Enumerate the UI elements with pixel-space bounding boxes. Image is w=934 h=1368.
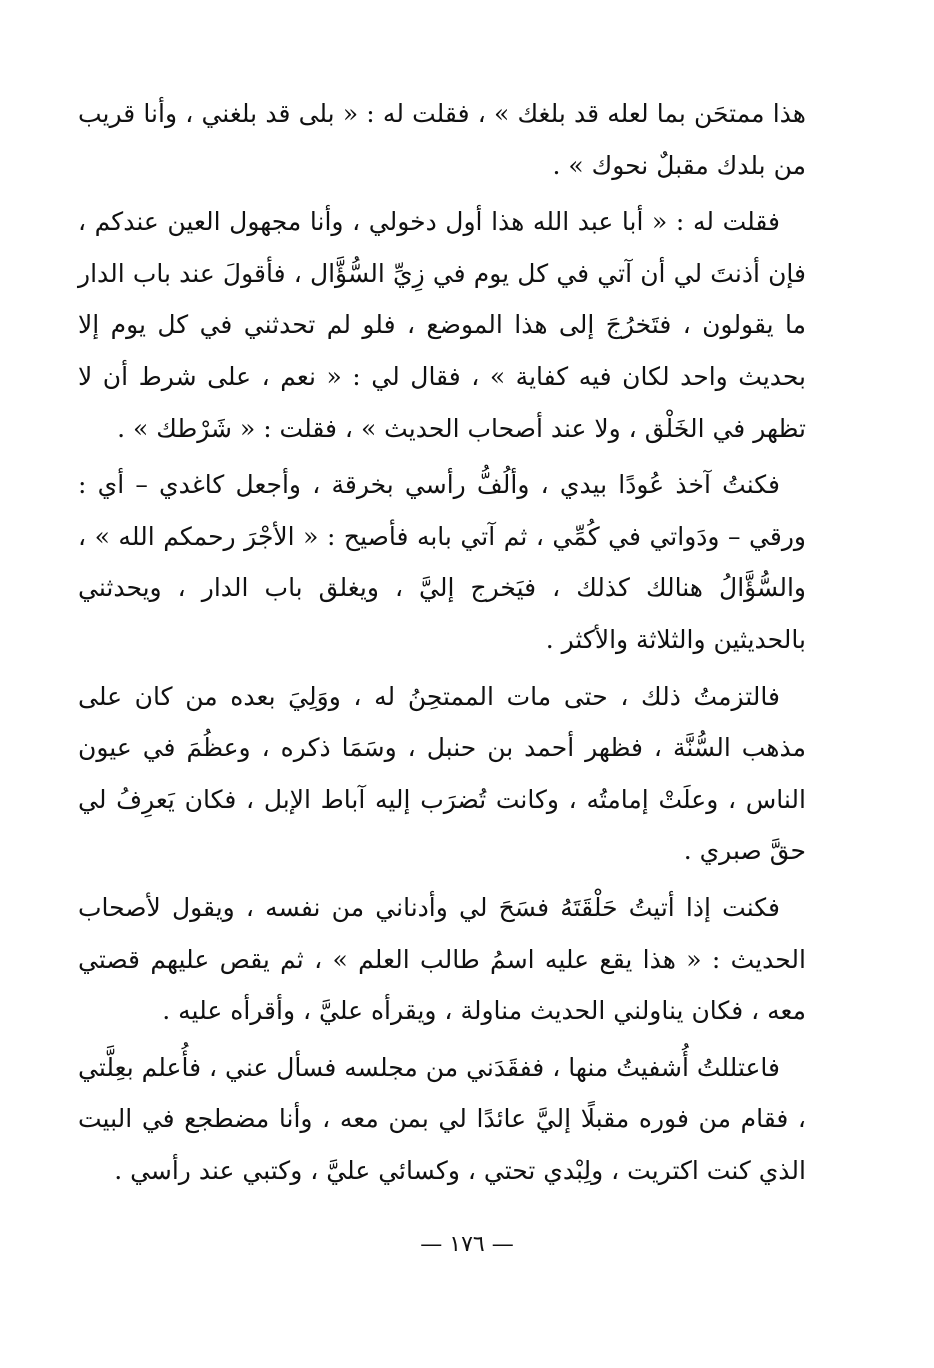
paragraph-3 bbox=[78, 459, 806, 665]
page-number: — ١٧٦ — bbox=[420, 1232, 514, 1257]
paragraph-6 bbox=[78, 1042, 806, 1197]
paragraph-2-text: فقلت له : « أبا عبد الله هذا أول دخولي ، وأنا مجهول العين عندكم ، فإن أذنتَ لي أن آتي في كل يوم في زِيِّ السُّؤَّال ، فأقولَ عند باب الدار ما يقولون ، فتَخرُجَ إلى هذا الموضع ، فلو لم تحدثني في كل يوم إلا بحديث واحد لكان فيه كفاية » ، فقال لي : « نعم ، على شرط أن لا تظهر في الخَلْق ، ولا عند أصحاب الحديث » ، فقلت : « شَرْطك » . bbox=[78, 207, 806, 443]
paragraph-6-text: فاعتللتُ أُشفيتُ منها ، ففقَدَني من مجلسه فسأل عني ، فأُعلم بعِلَّتي ، فقام من فوره مقبلًا إليَّ عائدًا لي بمن معه ، وأنا مضطجع في البيت الذي كنت اكتريت ، ولِبْدي تحتي ، وكسائي عليَّ ، وكتبي عند رأسي . bbox=[78, 1052, 806, 1185]
paragraph-5 bbox=[78, 882, 806, 1037]
paragraph-1: هذا ممتحَن بما لعله قد بلغك » ، فقلت له : « بلى قد بلغني ، وأنا قريب من بلدك مقبلٌ نحوك » . bbox=[78, 99, 806, 180]
paragraph-4-text: فالتزمتُ ذلك ، حتى مات الممتحِنُ له ، ووَلِيَ بعده من كان على مذهب السُّنَّة ، فظهر أحمد بن حنبل ، وسَمَا ذكره ، وعظُمَ في عيون الناس ، وعلَتْ إمامتُه ، وكانت تُضرَب إليه آباط الإبل ، فكان يَعرِفُ لي حقَّ صبري . bbox=[78, 681, 806, 866]
paragraph-3-text: فكنتُ آخذ عُودًا بيدي ، وألُفُّ رأسي بخرقة ، وأجعل كاغدي – أي : ورقي – ودَواتي في كُمِّي ، ثم آتي بابه فأصيح : « الأجْرَ رحمكم الله » ، والسُّؤَّالُ هنالك كذلك ، فيَخرج إليَّ ، ويغلق باب الدار ، ويحدثني بالحديثين والثلاثة والأكثر . bbox=[78, 470, 806, 654]
page-text-body bbox=[78, 88, 806, 1201]
paragraph-2 bbox=[78, 196, 806, 454]
paragraph-5-text: فكنت إذا أتيتُ حَلْقَتَهُ فسَحَ لي وأدناني من نفسه ، ويقول لأصحاب الحديث : « هذا يقع عليه اسمُ طالب العلم » ، ثم يقص عليهم قصتي معه ، فكان يناولني الحديث مناولة ، ويقرأه عليَّ ، وأقرأه عليه . bbox=[78, 892, 806, 1026]
paragraph-4 bbox=[78, 671, 806, 877]
